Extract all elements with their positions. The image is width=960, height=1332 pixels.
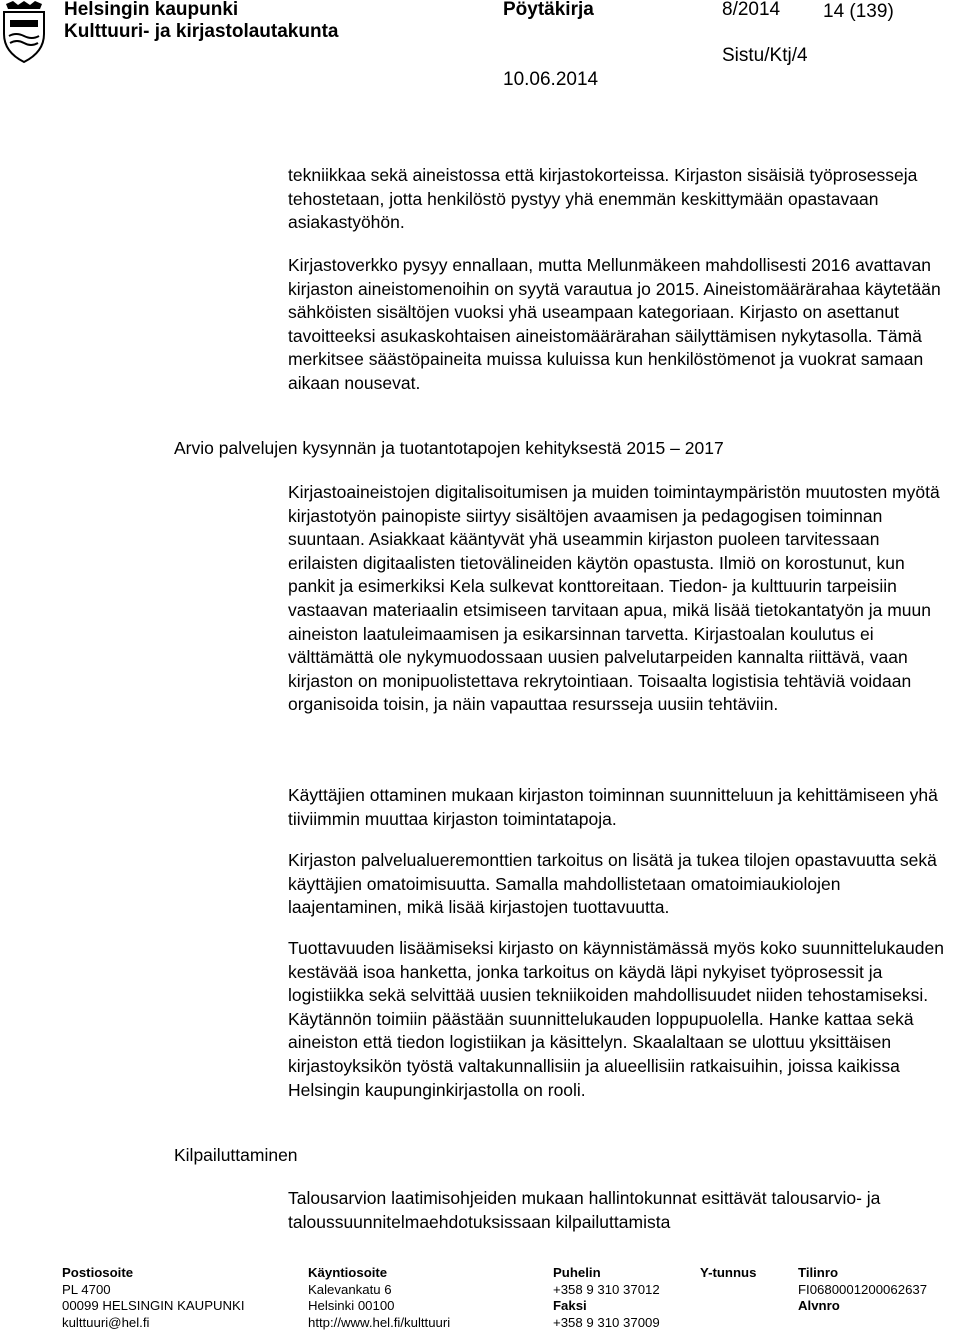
footer-fax-number: +358 9 310 37009 <box>553 1314 660 1330</box>
footer-account-number: FI0680001200062637 <box>798 1281 928 1297</box>
city-crest-logo <box>0 0 48 64</box>
paragraph-5: Kirjaston palvelualueremonttien tarkoitus on lisätä ja tukea tilojen opastavuutta sekä käyttäjien omatoimisuutta. Samalla mahdollistetaan omatoimiaukiolojen laajentaminen, mikä lisää kirjastojen tuottavuutta. <box>288 850 937 918</box>
footer-phone <box>553 1265 660 1331</box>
footer-visit-street: Kalevankatu 6 <box>308 1281 392 1297</box>
reference-code: Sistu/Ktj/4 <box>722 45 808 66</box>
page-number: 14 (139) <box>823 1 894 22</box>
footer-postal-address <box>62 1265 245 1331</box>
paragraph-7: Talousarvion laatimisohjeiden mukaan hallintokunnat esittävät talousarvio- ja taloussuunnitelmaehdotuksissaan kilpailuttamista <box>288 1188 881 1232</box>
footer-postal-city: 00099 HELSINGIN KAUPUNKI <box>62 1298 245 1313</box>
footer-email[interactable]: kulttuuri@hel.fi <box>62 1314 150 1330</box>
footer-postal-box: PL 4700 <box>62 1281 111 1297</box>
document-number: 8/2014 <box>722 0 781 20</box>
footer-business-id <box>700 1265 756 1282</box>
paragraph-3: Kirjastoaineistojen digitalisoitumisen ja muiden toimintaympäristön muutosten myötä kirjastotyön painopiste siirtyy sisältöjen avaamisen ja pedagogisen toiminnan suuntaan. Asiakkaat kääntyvät yhä useammin kirjaston puoleen tarvitessaan erilaisten digitaalisten tietovälineiden käytön opastusta. Ilmiö on korostunut, kun pankit ja esimerkiksi Kela sulkevat konttoreitaan. Tiedon- ja kulttuurin tarpeisiin vastaavan materiaalin etsimiseen tarvitaan apua, mikä lisää tietokantatyön ja muun aineiston laatuleimaamisen ja esikarsinnan tarvetta. Kirjastoalan koulutus ei välttämättä ole nykymuodossaan uusien palvelutarpeiden kannalta riittävä, vaan kirjaston on monipuolistettava rekrytointiaan. Toisaalta logistisia tehtäviä voidaan organisoida toisin, ja näin vapauttaa resursseja uusiin tehtäviin. <box>288 482 940 715</box>
paragraph-4: Käyttäjien ottaminen mukaan kirjaston toiminnan suunnitteluun ja kehittämiseen yhä tiiviimmin muuttaa kirjaston toimintatapoja. <box>288 785 938 829</box>
organization-name: Helsingin kaupunki <box>64 0 239 20</box>
paragraph-2: Kirjastoverkko pysyy ennallaan, mutta Mellunmäkeen mahdollisesti 2016 avattavan kirjaston aineistomenoihin on syytä varautua jo 2015. Aineistomäärärahaa käytetään sähköisten sisältöjen vuoksi yhä useampaan kategoriaan. Kirjasto on asettanut tavoitteeksi asukaskohtaisen aineistomäärärahan säilyttämisen nykytasolla. Tämä merkitsee säästöpaineita muissa kuluissa kun henkilöstömenot ja vuokrat samaan aikaan nousevat. <box>288 255 941 393</box>
footer-visiting-address <box>308 1265 450 1331</box>
committee-name: Kulttuuri- ja kirjastolautakunta <box>64 21 339 42</box>
side-label-kilpailuttaminen: Kilpailuttaminen <box>174 1145 298 1165</box>
footer-fax-heading: Faksi <box>553 1298 587 1313</box>
meeting-date: 10.06.2014 <box>503 69 599 90</box>
footer-phone-heading: Puhelin <box>553 1265 601 1280</box>
paragraph-1: tekniikkaa sekä aineistossa että kirjastokorteissa. Kirjaston sisäisiä työprosesseja tehostetaan, jotta henkilöstö pystyy yhä enemmän keskittymään opastavaan asiakastyöhön. <box>288 165 918 233</box>
footer-account <box>798 1265 927 1315</box>
footer-postal-heading: Postiosoite <box>62 1265 134 1280</box>
footer-phone-number: +358 9 310 37012 <box>553 1281 660 1297</box>
footer-visit-heading: Käyntiosoite <box>308 1265 388 1280</box>
footer-tilinro-heading: Tilinro <box>798 1265 839 1280</box>
footer-website[interactable]: http://www.hel.fi/kulttuuri <box>308 1314 451 1330</box>
paragraph-6: Tuottavuuden lisäämiseksi kirjasto on käynnistämässä myös koko suunnittelukauden kestävää isoa hanketta, jonka tarkoitus on käydä läpi nykyiset työprosessit ja logistiikka sekä selvittää uusien tekniikoiden mahdollisuudet niiden tehostamiseksi. Käytännön toimiin päästään suunnittelukauden loppupuolella. Hanke kattaa sekä aineiston että tiedon logistiikan ja käsittelyn. Skaalaltaan se ulottuu yksittäisen kirjastoyksikön työstä valtakunnallisiin ja alueellisiin ratkaisuihin, joissa kaikissa Helsingin kaupunginkirjastolla on rooli. <box>288 938 944 1100</box>
document-type: Pöytäkirja <box>503 0 594 20</box>
footer-alvnro-heading: Alvnro <box>798 1298 840 1313</box>
footer-visit-city: Helsinki 00100 <box>308 1298 395 1313</box>
footer-ytunnus-heading: Y-tunnus <box>700 1265 757 1280</box>
section-heading: Arvio palvelujen kysynnän ja tuotantotapojen kehityksestä 2015 – 2017 <box>174 438 724 458</box>
